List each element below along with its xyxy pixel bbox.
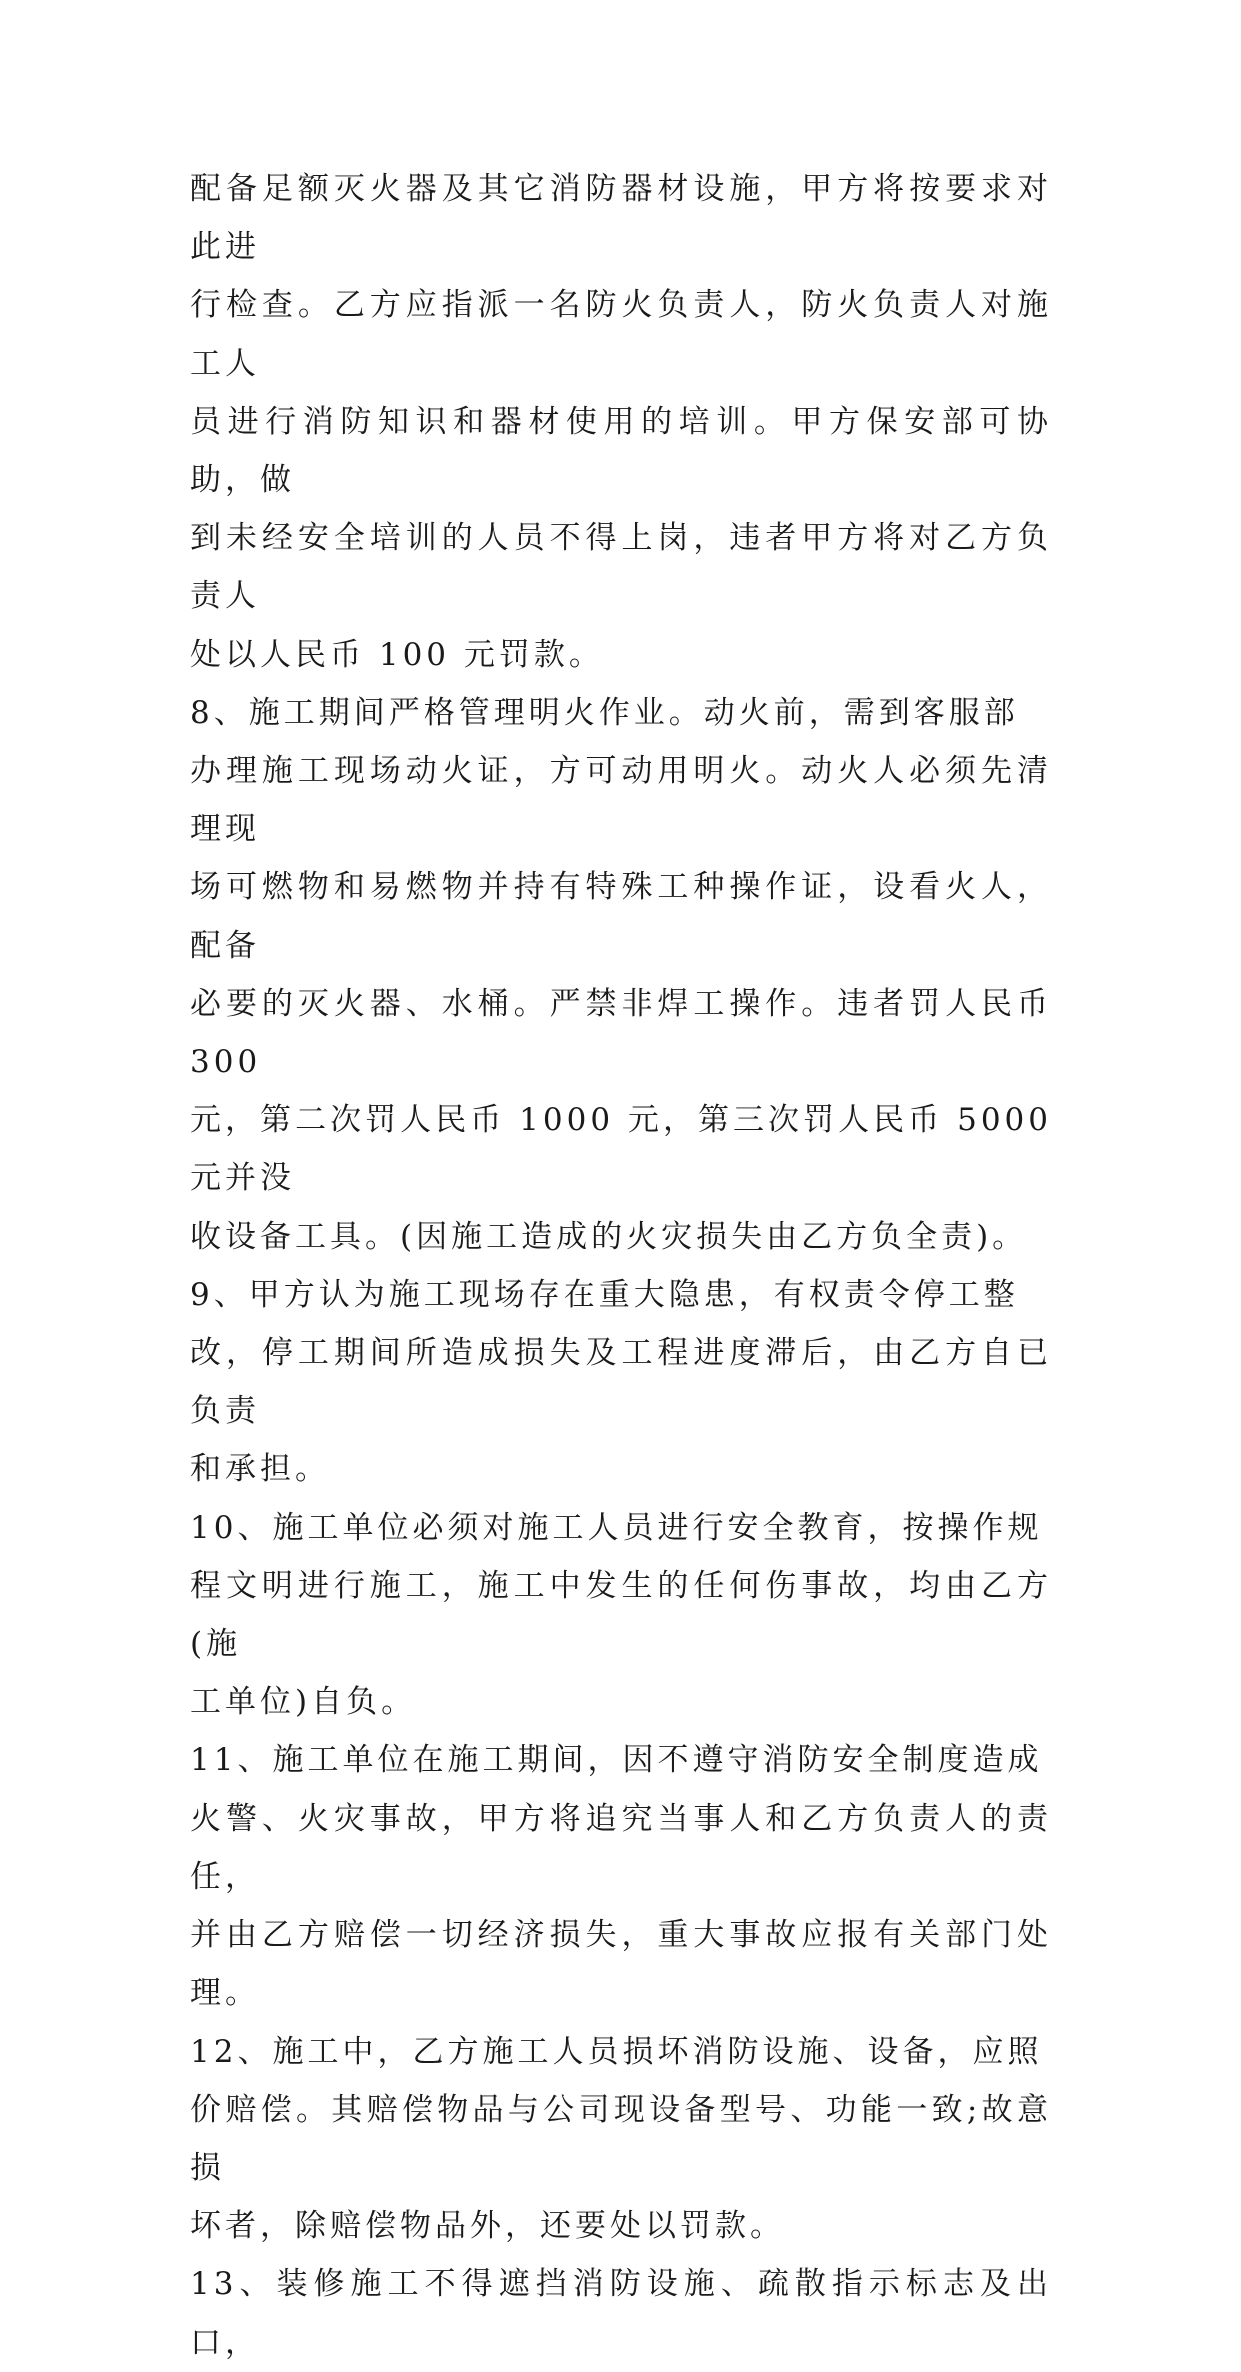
document-body bbox=[190, 160, 1052, 2372]
paragraph-item-11: 11、施工单位在施工期间，因不遵守消防安全制度造成 火警、火灾事故，甲方将追究当事人和乙方负责人的责任， 并由乙方赔偿一切经济损失，重大事故应报有关部门处理。 bbox=[190, 1742, 1052, 2012]
paragraph-continuation: 配备足额灭火器及其它消防器材设施，甲方将按要求对此进 行检查。乙方应指派一名防火负责人，防火负责人对施工人 员进行消防知识和器材使用的培训。甲方保安部可协助，做 到未经安全培训的人员不得上岗，违者甲方将对乙方负责人 处以人民币 100 元罚款。 bbox=[190, 171, 1052, 673]
paragraph-item-8: 8、施工期间严格管理明火作业。动火前，需到客服部 办理施工现场动火证，方可动用明火。动火人必须先清理现 场可燃物和易燃物并持有特殊工种操作证，设看火人，配备 必要的灭火器、水桶。严禁非焊工操作。违者罚人民币 300 元，第二次罚人民币 1000 元，第三次罚人民币 5000 元并没 收设备工具。(因施工造成的火灾损失由乙方负全责)。 bbox=[190, 694, 1052, 1255]
paragraph-item-9: 9、甲方认为施工现场存在重大隐患，有权责令停工整 改，停工期间所造成损失及工程进度滞后，由乙方自已负责 和承担。 bbox=[190, 1276, 1052, 1488]
paragraph-item-13: 13、装修施工不得遮挡消防设施、疏散指示标志及出口， bbox=[190, 2266, 1052, 2361]
paragraph-item-10: 10、施工单位必须对施工人员进行安全教育，按操作规 程文明进行施工，施工中发生的任何伤事故，均由乙方(施 工单位)自负。 bbox=[190, 1509, 1052, 1721]
paragraph-item-12: 12、施工中，乙方施工人员损坏消防设施、设备，应照 价赔偿。其赔偿物品与公司现设备型号、功能一致;故意损 坏者，除赔偿物品外，还要处以罚款。 bbox=[190, 2033, 1052, 2245]
